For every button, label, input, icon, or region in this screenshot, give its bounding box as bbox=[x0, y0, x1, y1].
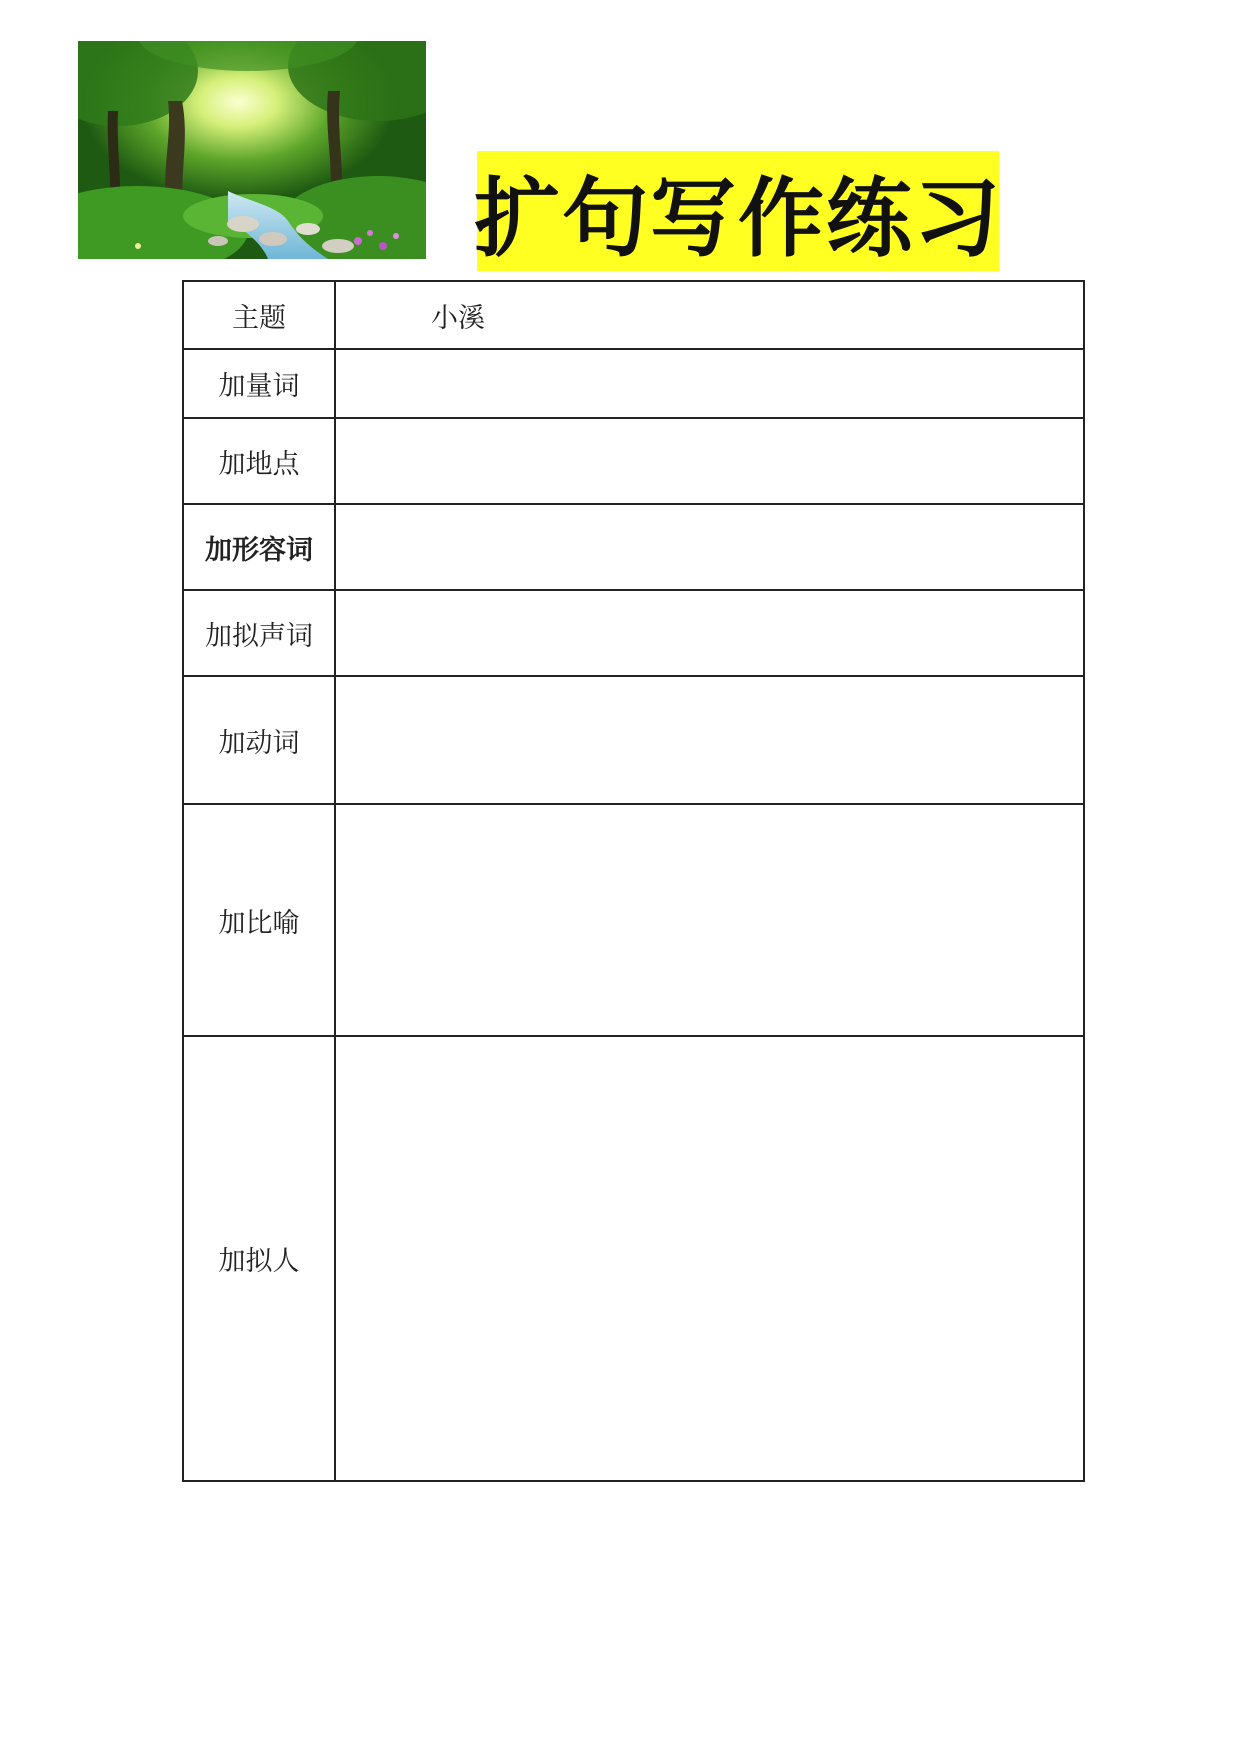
table-row bbox=[183, 804, 1084, 1036]
table-row bbox=[183, 281, 1084, 349]
answer-field-verb[interactable] bbox=[335, 676, 1084, 804]
table-row bbox=[183, 676, 1084, 804]
answer-field-onomatopoeia[interactable] bbox=[335, 590, 1084, 676]
row-label-measure-word: 加量词 bbox=[183, 349, 335, 418]
answer-field-measure-word[interactable] bbox=[335, 349, 1084, 418]
row-label-adjective: 加形容词 bbox=[183, 504, 335, 590]
table-row bbox=[183, 349, 1084, 418]
row-label-topic: 主题 bbox=[183, 281, 335, 349]
table-row bbox=[183, 590, 1084, 676]
table-row bbox=[183, 504, 1084, 590]
forest-stream-image bbox=[78, 41, 426, 259]
row-label-metaphor: 加比喻 bbox=[183, 804, 335, 1036]
answer-field-adjective[interactable] bbox=[335, 504, 1084, 590]
page-title: 扩句写作练习 bbox=[474, 169, 1002, 269]
table-row bbox=[183, 418, 1084, 504]
worksheet-table bbox=[182, 280, 1085, 1482]
row-label-onomatopoeia: 加拟声词 bbox=[183, 590, 335, 676]
topic-value: 小溪 bbox=[431, 302, 485, 334]
title-banner bbox=[474, 151, 1002, 271]
row-label-personification: 加拟人 bbox=[183, 1036, 335, 1481]
row-label-verb: 加动词 bbox=[183, 676, 335, 804]
table-row bbox=[183, 1036, 1084, 1481]
answer-field-topic[interactable] bbox=[335, 281, 1084, 349]
answer-field-personification[interactable] bbox=[335, 1036, 1084, 1481]
answer-field-location[interactable] bbox=[335, 418, 1084, 504]
answer-field-metaphor[interactable] bbox=[335, 804, 1084, 1036]
row-label-location: 加地点 bbox=[183, 418, 335, 504]
